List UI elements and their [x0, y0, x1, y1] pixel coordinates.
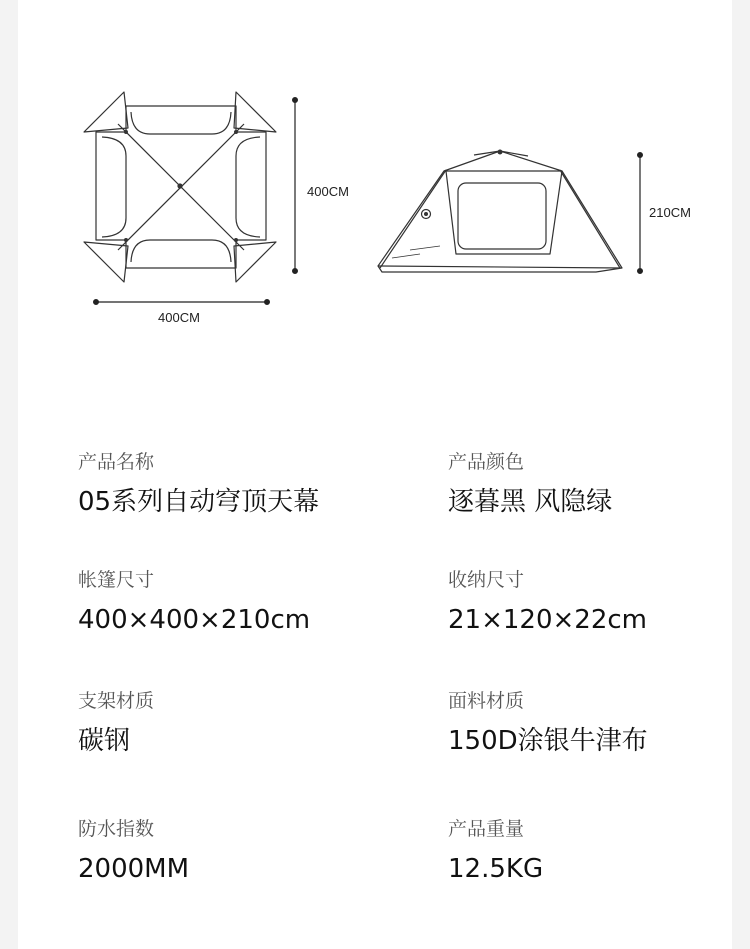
- spec-value: 400×400×210cm: [78, 605, 311, 635]
- spec-product-color: [448, 450, 748, 518]
- spec-product-name: [78, 450, 378, 518]
- spec-product-weight: [448, 817, 748, 885]
- spec-value: 逐暮黑 风隐绿: [448, 487, 613, 517]
- spec-label: 支架材质: [78, 690, 155, 712]
- side-view-outline: [378, 151, 622, 272]
- spec-label: 防水指数: [78, 818, 155, 840]
- spec-label: 产品名称: [78, 451, 155, 473]
- spec-value: 05系列自动穹顶天幕: [78, 487, 320, 517]
- spec-waterproof-rating: [78, 817, 378, 885]
- spec-value: 150D涂银牛津布: [448, 726, 648, 756]
- spec-value: 2000MM: [78, 854, 190, 884]
- spec-label: 产品颜色: [448, 451, 525, 473]
- spec-tent-size: [78, 568, 378, 636]
- spec-label: 收纳尺寸: [448, 569, 525, 591]
- side-view-height-label: 210CM: [649, 205, 691, 220]
- side-view-height-dimension: [638, 153, 643, 274]
- spec-label: 产品重量: [448, 818, 525, 840]
- top-view-width-label: 400CM: [158, 310, 200, 325]
- top-view-depth-label: 400CM: [307, 184, 349, 199]
- spec-frame-material: [78, 689, 378, 757]
- side-view-logo-icon: [422, 210, 431, 219]
- top-view-depth-dimension: [293, 98, 298, 274]
- spec-value: 21×120×22cm: [448, 605, 647, 635]
- side-view-pole-hub: [498, 150, 503, 155]
- spec-value: 碳钢: [78, 726, 131, 756]
- tent-dimension-diagram: [0, 0, 750, 360]
- spec-label: 帐篷尺寸: [78, 569, 155, 591]
- spec-fabric-material: [448, 689, 748, 757]
- spec-packed-size: [448, 568, 748, 636]
- top-view-width-dimension: [94, 300, 270, 305]
- spec-value: 12.5KG: [448, 854, 544, 884]
- spec-label: 面料材质: [448, 690, 525, 712]
